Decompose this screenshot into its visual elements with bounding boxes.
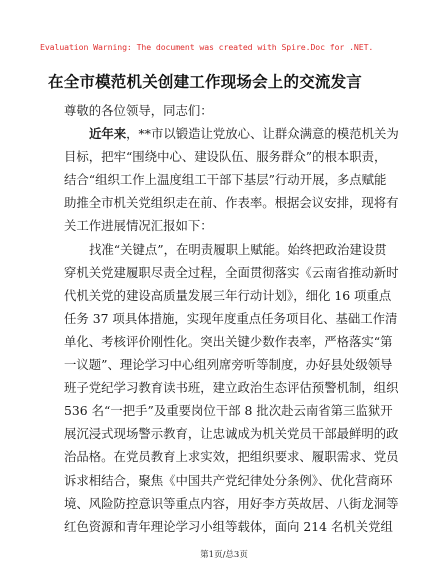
paragraph-2-line: 治品格。在党员教育上求实效，把组织要求、履职需求、党员: [64, 449, 399, 465]
paragraph-1-line: 关工作进展情况汇报如下：: [64, 218, 213, 234]
paragraph-2-line: 代机关党的建设高质量发展三年行动计划》，细化 16 项重点: [64, 287, 392, 303]
paragraph-2-line: 任务 37 项具体措施，实现年度重点任务项目化、基础工作清: [64, 310, 398, 326]
paragraph-2-line: 班子党纪学习教育读书班，建立政治生态评估预警机制，组织: [64, 380, 399, 396]
paragraph-2-line: 红色资源和青年理论学习小组等载体，面向 214 名机关党组: [64, 518, 393, 534]
paragraph-2-line: 536 名“一把手”及重要岗位干部 8 批次赴云南省第三监狱开: [64, 403, 393, 419]
paragraph-2-line: 一议题”、理论学习中心组列席旁听等制度，办好县处级领导: [64, 357, 393, 373]
paragraph-2-line: 找准“关键点”，在明责履职上赋能。始终把政治建设贯: [89, 241, 387, 257]
paragraph-2-line: 单化、考核评价刚性化。突出关键少数作表率，严格落实“第: [64, 333, 393, 349]
paragraph-1-line: 助推全市机关党组织走在前、作表率。根据会议安排，现将有: [64, 195, 399, 211]
document-title: 在全市模范机关创建工作现场会上的交流发言: [48, 73, 363, 91]
salutation: 尊敬的各位领导，同志们：: [64, 103, 213, 118]
paragraph-1-line: [64, 122, 399, 145]
paragraph-1-line: 目标，把牢“围绕中心、建设队伍、服务群众”的根本职责，: [64, 149, 387, 165]
paragraph-1-line: 结合“组织工作上温度组工干部下基层”行动开展，多点赋能: [64, 172, 387, 188]
paragraph-1-lead: 近年来: [89, 126, 127, 142]
document-body: [64, 99, 399, 538]
paragraph-2-line: 穿机关党建履职尽责全过程，全面贯彻落实《云南省推动新时: [64, 264, 399, 280]
paragraph-1-line-text: ，**市以锻造让党放心、让群众满意的模范机关为: [126, 126, 399, 142]
evaluation-warning: Evaluation Warning: The document was created with Spire.Doc for .NET.: [40, 42, 374, 52]
page-footer: 第1页/总3页: [200, 550, 248, 560]
paragraph-2-line: 境、风险防控意识等重点内容，用好李方英故居、八街龙洞等: [64, 495, 399, 511]
paragraph-2-line: 诉求相结合，聚焦《中国共产党纪律处分条例》、优化营商环: [64, 472, 393, 488]
paragraph-2-line: 展沉浸式现场警示教育，让忠诚成为机关党员干部最鲜明的政: [64, 426, 399, 442]
